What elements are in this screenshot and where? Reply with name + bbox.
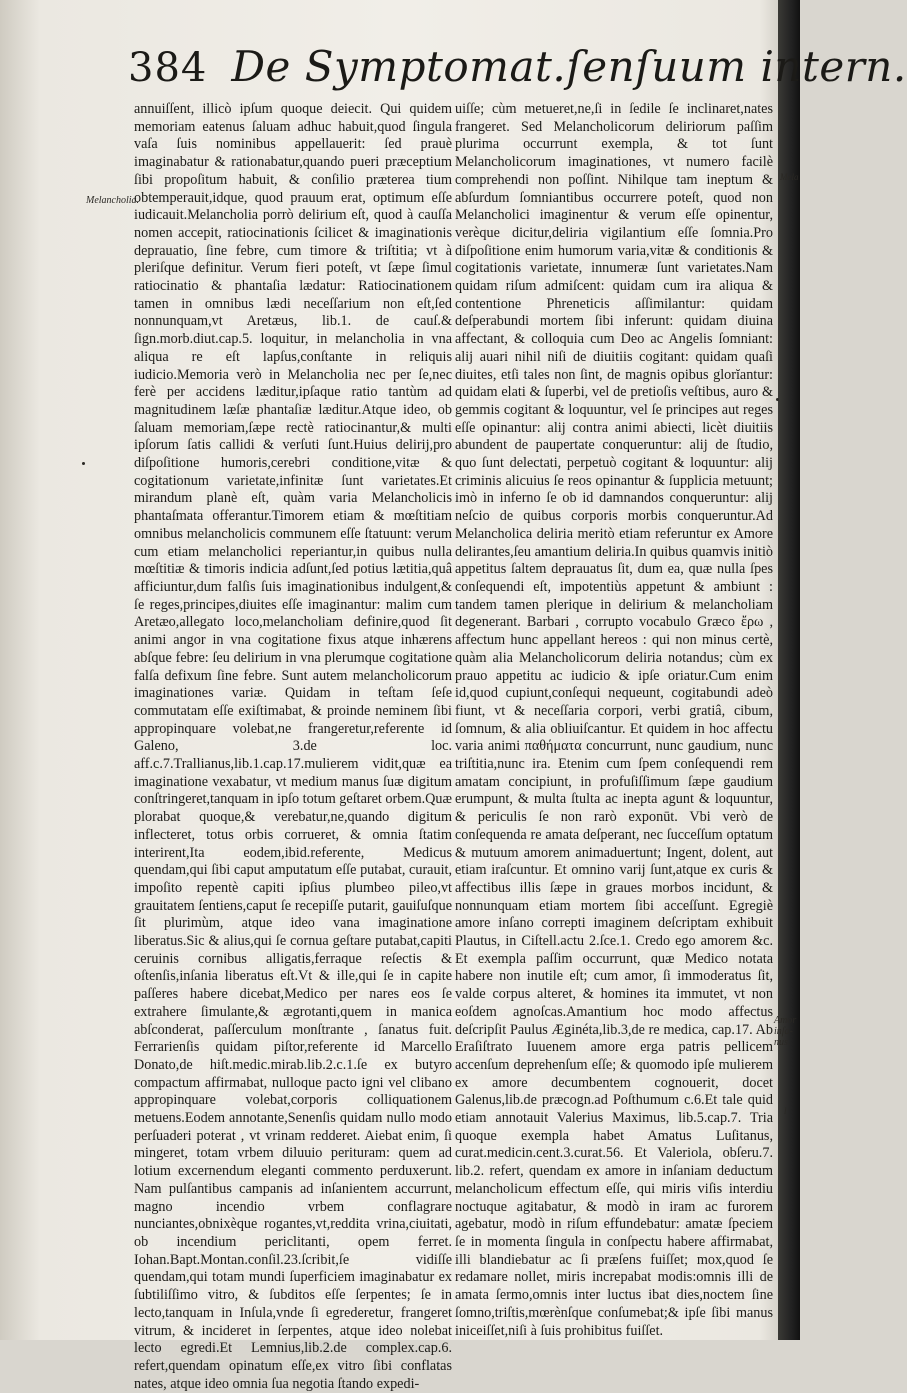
page-number: 384 [128,45,208,91]
margin-note-edge-top: Mela [780,172,799,182]
text-column-right [455,101,773,1339]
margin-note-amor-insanus: Amor inſa- nus. [774,1015,797,1048]
left-column-text: annuiſſent, illicò ipſum quoque deiecit. Qui quidem memoriam eatenus ſaluam adhuc habuit,quod ſingula vaſa ſuis nominibus appellauerit: ſed prauè imaginabatur & rationabatur,quando pueri præceptium ſibi propoſitum habuit, & conſilio præterea tium obtemperauit,idque, quod prauum erat, optimum eſſe iudicauit.Melancholia porrò delirium eſt, quod à cauſſa nomen accepit, ratiocinationis ſcilicet & imaginationis deprauatio, ſine febre, cum timore & triſtitia; vt à pleriſque definitur. Verum fieri poteſt, vt ſæpe ſimul ratiocinatio & phantaſia lædatur: Ratiocinationem tamen in omnibus lædi neceſſarium non eſt,ſed nonnunquam,vt Aretæus, lib.1. de cauſ.& ſign.morb.diut.cap.5. loquitur, in melancholia in vna aliqua re eſt lapſus,conſtante in reliquis iudicio.Memoria verò in Melancholia nec per ſe,nec ferè per accidens læditur,ipſaque ratio tantùm ad magnitudinem læſæ phantaſiæ læditur.Atque ideo, ob ſaluam memoriam,ſæpe rectè ratiocinantur,& multi ipſorum ſatis callidi & verſuti ſunt.Huius delirij,pro diſpoſitione humoris,cerebri conditione,vitæ & cogitationum varietate,infinitæ ſunt varietates.Et mirandum planè eſt, quàm varia Melancholicis phantaſmata offerantur.Timorem etiam & mœſtitiam omnibus melancholicis communem eſſe ſtatuunt: verum cum etiam melancholici reperiantur,in quibus nulla mœſtitiæ & timoris indicia adſunt,ſed potius lætitia,quâ afficiuntur,dum falſis ſuis imaginationibus indulgent,& ſe reges,principes,diuites eſſe imaginantur: malim cum Aretæo,allegato loco,melancholiam definire,quod ſit animi angor in vna cogitatione fixus atque inhærens abſque febre: ſeu delirium in vna plerumque cogitatione falſa defixum ſine febre. Sunt autem melancholicorum imaginationes variæ. Quidam in teſtam ſeſe commutatam eſſe exiſtimabat, & proinde neminem ſibi appropinquare volebat,ne frangeretur,referente id Galeno, 3.de loc. aff.c.7.Trallianus,lib.1.cap.17.mulierem vidit,quæ ea imaginatione vexabatur, vt medium manus ſuæ digitum conſtringeret,tanquam in ipſo totum geſtaret orbem.Quæ plorabat quoque,& verebatur,ne,quando digitum inflecteret, totus orbis corrueret, & omnia ſtatim interirent,Ita eodem,ibid.referente, Medicus quendam,qui ſibi caput amputatum eſſe putabat, curauit, impoſito repentè capiti ipſius plumbeo pileo,vt grauitatem ſentiens,caput ſe recepiſſe putarit, gauiſuſque ſit plurimùm, atque ideo vana imaginatione liberatus.Sic & alius,qui ſe cornua geſtare putabat,capiti ceruinis cornibus alligatis,ferraque reſectis & oſtenſis,inſania liberatus eſt.Vt & ille,qui ſe in capite paſſeres habere dicebat,Medico per nares eos ſe extrahere ſimulante,& ægrotanti,quem in manica abſconderat, paſſerculum monſtrante , ſanatus fuit. Ferrarienſis quidam piſtor,referente id Marcello Donato,de hiſt.medic.mirab.lib.2.c.1.ſe ex butyro compactum affirmabat, nulloque pacto igni vel clibano appropinquare volebat,corporis colliquationem metuens.Eodem annotante,Senenſis quidam nullo modo perſuaderi poterat , vt vrinam redderet. Aiebat enim, ſi mingeret, totam vrbem diluuio perituram: quem ad lotium excernendum eleganti commento perduxerunt. Nam pulſantibus campanis ad inſanientem accurrunt, magno incendio vrbem conflagrare nunciantes,obnixèque rogantes,vt,reddita vrina,ciuitati, ob incendium periclitanti, opem ferret. Iohan.Bapt.Montan.conſil.23.ſcribit,ſe vidiſſe quendam,qui totam mundi ſuperficiem imaginabatur ex ſubtiliſſimo vitro, & ſubditos eſſe ſerpentes; ſe in lecto,tanquam in Inſula,vnde ſi egrederetur, frangeret vitrum, & incideret in ſerpentes, atque ideo nolebat lecto egredi.Et Lemnius,lib.2.de complex.cap.6. refert,quendam opinatum eſſe,ex vitro ſibi conflatas nates, atque ideo omnia ſua negotia ſtando expedi- [134,101,452,1392]
margin-dot [776,398,779,401]
running-title: De Symptomat.ſenſuum intern. [231,42,907,91]
text-column-left [134,101,452,1392]
margin-note-edge-bottom: l [784,1106,787,1116]
page-header [128,42,907,100]
margin-dot [82,462,85,465]
right-column-text: uiſſe; cùm metueret,ne,ſi in ſedile ſe inclinaret,nates frangeret. Sed Melancholicorum deliriorum paſſim plurima occurrunt exempla, & tot ſunt Melancholicorum imaginationes, vt numero facilè comprehendi non poſſint. Nihilque tam ineptum & abſurdum ſomniantibus occurrere poteſt, quod non Melancholici imaginentur & verum eſſe opinentur, verèque dicitur,deliria vigilantium eſſe ſomnia.Pro diſpoſitione enim humorum varia,vitæ & conditionis & cogitationis varietate, innumeræ ſunt varietates.Nam quidam riſum admiſcent: quidam cum ira aliqua & contentione Phreneticis aſſimilantur: quidam deſperabundi mortem ſibi inferunt: quidam diuina affectant, & colloquia cum Deo ac Angelis ſomniant: alij auari nihil niſi de diuitiis cogitant: quidam quaſi diuites, etſi tales non ſint, de magnis opibus glorĭantur: quidam elati & ſuperbi, vel de pretioſis veſtibus, auro & gemmis cogitant & loquuntur, vel ſe principes aut reges eſſe opinantur: alij contra animi abiecti, licèt diuitiis abundent de paupertate conqueruntur: alij de ſtudio, quo ſunt delectati, perpetuò cogitant & loquuntur: alij criminis alicuius ſe reos opinantur & ſupplicia metuunt; imò in inferno ſe ob id damnandos conqueruntur: alij neſcio de quibus corporis morbis conqueruntur.Ad Melancholica deliria meritò etiam referuntur ex Amore delirantes,ſeu amantium deliria.In quibus quamvis initiò appetitus ſaltem deprauatus ſit, dum ea, quæ nulla ſpes conſequendi eſt, impotentiùs appetunt & ambiunt : tandem tamen plerique in delirium & melancholiam degenerant. Barbari , corrupto vocabulo Græco ἔρω , affectum hunc appellant hereos : qui non minus certè, quàm alia Melancholicorum deliria notandus; cùm ex prauo appetitu ac iudicio & ipſe oriatur.Cum enim id,quod cupiunt,conſequi nequeunt, cogitabundi adeò fiunt, vt & neceſſaria corpori, verbi gratiâ, cibum, ſomnum, & alia obliuiſcantur. Et quidem in hoc affectu varia animi παθήματα concurrunt, nunc gaudium, nunc triſtitia,nunc ira. Etenim cum ſpem conſequendi rem amatam concipiunt, in profuſiſſimum ſæpe gaudium erumpunt, & multa ſtulta ac inepta agunt & loquuntur, & periculis ſe non rarò exponūt. Vbi verò de conſequenda re amata deſperant, nec ſucceſſum optatum & mutuum amorem animaduertunt; Ingent, dolent, aut etiam iraſcuntur. Et omnino varij ſunt,atque ex curis & affectibus illis ſæpe in graues morbos incidunt, & nonnunquam etiam mortem ſibi acceſſunt. Egregiè amore inſano correpti imaginem deſcriptam exhibuit Plautus, in Ciſtell.actu 2.ſce.1. Credo ego amorem &c. Et exempla paſſim occurrunt, quæ Medico notata habere non inutile eſt; cum amor, ſi immoderatus ſit, valde corpus alteret, & homines ita immutet, vt non eoſdem agnoſcas.Amantium hoc modo affectus deſcripſit Paulus Æginéta,lib.3,de re medica, cap.17. Ab Eraſiſtrato Iuuenem amore erga patris pellicem accenſum deprehenſum eſſe; & quomodo ipſe mulierem ex amore decumbentem cognouerit, docet Galenus,lib.de præcogn.ad Poſthumum c.6.Et tale quid etiam annotauit Valerius Maximus, lib.5.cap.7. Tria quoque exempla habet Amatus Luſitanus, curat.medicin.cent.3.curat.56. Et Valeriola, obſeru.7. lib.2. refert, quendam ex amore in inſaniam deductum melancholicum effectum eſſe, qui miris viſis interdiu noctuque agitabatur, & modò in iram ac furorem agebatur, modò in riſum effundebatur: amatæ ſpeciem ſe in momenta ſingula in conſpectu habere affirmabat, illi blandiebatur ac ſi præſens fuiſſet; mox,quod ſe redamare nollet, miris increpabat modis:omnis illi de amata ſermo,omnis inter luctus ibat dies,noctem ſine ſomno,triſtis,mœrènſque conſumebat;& ipſe ſibi manus iniceiſſet,niſi à ſuis prohibitus fuiſſet. [455,101,773,1339]
book-gutter-edge [778,0,800,1340]
margin-note-melancholia: Melancholia. [86,195,140,206]
